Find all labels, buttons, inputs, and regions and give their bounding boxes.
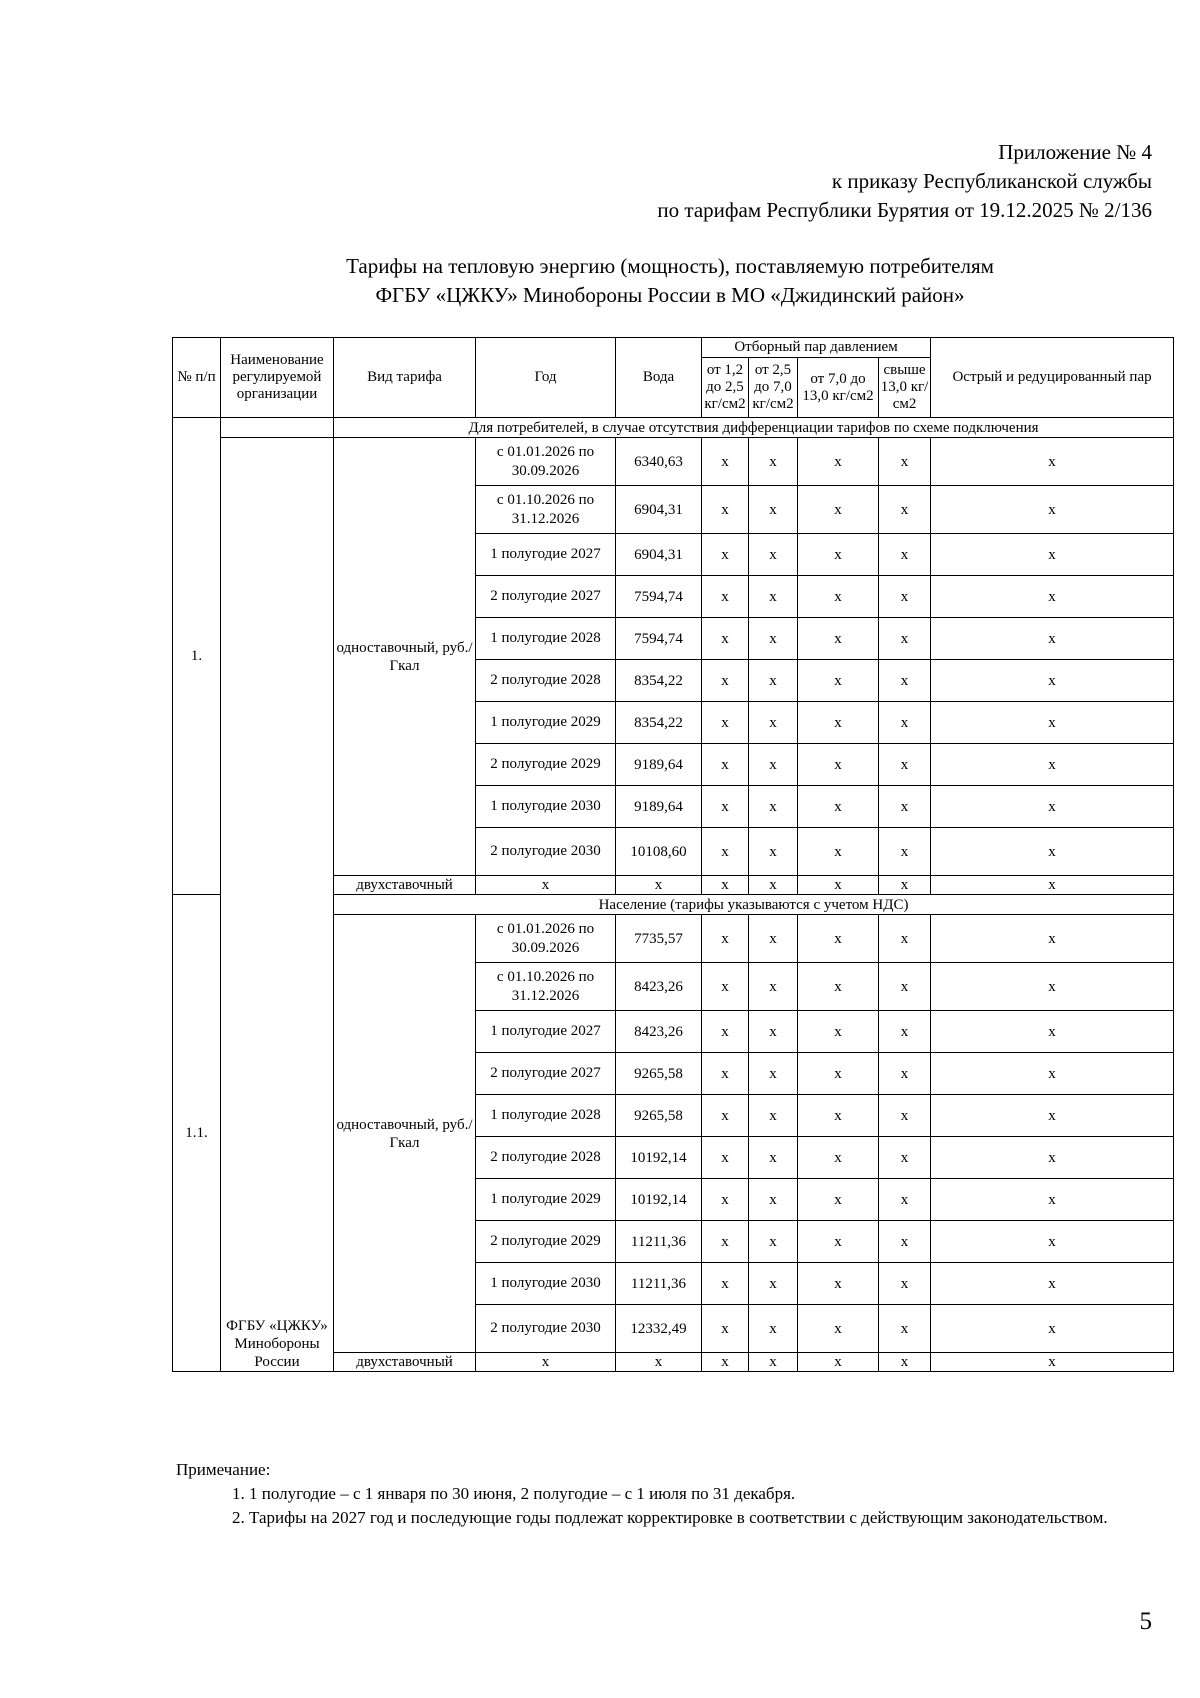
na-cell: х (702, 1179, 749, 1221)
na-cell: х (702, 660, 749, 702)
water-tariff-cell: 9265,58 (616, 1095, 702, 1137)
na-cell: х (798, 963, 879, 1011)
na-cell: х (931, 438, 1174, 486)
na-cell: х (749, 1263, 798, 1305)
na-cell: х (749, 1305, 798, 1353)
na-cell: х (702, 1221, 749, 1263)
period-cell: 1 полугодие 2030 (476, 786, 616, 828)
na-cell: х (931, 576, 1174, 618)
na-cell: х (749, 660, 798, 702)
water-tariff-cell: 7735,57 (616, 915, 702, 963)
water-tariff-cell: 10192,14 (616, 1137, 702, 1179)
na-cell: х (798, 618, 879, 660)
water-tariff-cell: 8354,22 (616, 660, 702, 702)
na-cell: х (749, 828, 798, 876)
na-cell: х (879, 1095, 931, 1137)
period-cell: 1 полугодие 2028 (476, 1095, 616, 1137)
period-cell: 1 полугодие 2027 (476, 1011, 616, 1053)
order-reference: к приказу Республиканской службы (831, 169, 1152, 193)
na-cell: х (702, 1095, 749, 1137)
header-num: № п/п (173, 338, 221, 418)
period-cell: 2 полугодие 2027 (476, 576, 616, 618)
water-tariff-cell: 11211,36 (616, 1263, 702, 1305)
na-cell: х (749, 576, 798, 618)
order-date: по тарифам Республики Бурятия от 19.12.2025 № 2/136 (657, 198, 1152, 222)
tariff-table (172, 337, 1174, 1372)
na-cell: х (798, 876, 879, 895)
na-cell: х (879, 1263, 931, 1305)
page-number: 5 (1139, 1608, 1152, 1635)
na-cell: х (879, 963, 931, 1011)
na-cell: х (931, 786, 1174, 828)
na-cell: х (702, 702, 749, 744)
na-cell: х (879, 438, 931, 486)
na-cell: х (931, 828, 1174, 876)
na-cell: х (702, 1263, 749, 1305)
na-cell: х (931, 1179, 1174, 1221)
na-cell: х (931, 744, 1174, 786)
na-cell: х (879, 1179, 931, 1221)
water-tariff-cell: 9189,64 (616, 744, 702, 786)
na-cell: х (702, 876, 749, 895)
na-cell: х (931, 486, 1174, 534)
na-cell: х (616, 1353, 702, 1372)
tariff-type-single: одноставочный, руб./Гкал (334, 915, 476, 1353)
na-cell: х (798, 1263, 879, 1305)
water-tariff-cell: 10192,14 (616, 1179, 702, 1221)
appendix-number: Приложение № 4 (998, 140, 1152, 164)
water-tariff-cell: 12332,49 (616, 1305, 702, 1353)
period-cell: 2 полугодие 2028 (476, 660, 616, 702)
document-title (170, 252, 1170, 310)
na-cell: х (749, 1179, 798, 1221)
na-cell: х (749, 744, 798, 786)
period-cell: с 01.01.2026 по 30.09.2026 (476, 915, 616, 963)
water-tariff-cell: 11211,36 (616, 1221, 702, 1263)
na-cell: х (931, 915, 1174, 963)
header-pressure-3: от 7,0 до 13,0 кг/см2 (798, 358, 879, 418)
note-title: Примечание: (176, 1460, 271, 1479)
water-tariff-cell: 6904,31 (616, 534, 702, 576)
na-cell: х (931, 963, 1174, 1011)
na-cell: х (702, 963, 749, 1011)
na-cell: х (702, 744, 749, 786)
period-cell: 1 полугодие 2029 (476, 702, 616, 744)
water-tariff-cell: 9265,58 (616, 1053, 702, 1095)
period-cell: 1 полугодие 2029 (476, 1179, 616, 1221)
na-cell: х (931, 1053, 1174, 1095)
na-cell: х (879, 744, 931, 786)
na-cell: х (798, 438, 879, 486)
header-sharp-steam: Острый и редуцированный пар (931, 338, 1174, 418)
na-cell: х (798, 1137, 879, 1179)
row-number: 1.1. (173, 895, 221, 1372)
na-cell: х (879, 1305, 931, 1353)
title-line-1: Тарифы на тепловую энергию (мощность), поставляемую потребителям (346, 254, 994, 278)
na-cell: х (798, 1053, 879, 1095)
tariff-table-body (173, 418, 1174, 1372)
na-cell: х (702, 534, 749, 576)
na-cell: х (702, 486, 749, 534)
na-cell: х (749, 1221, 798, 1263)
org-name: ФГБУ «ЦЖКУ» Минобороны России (221, 438, 334, 1372)
period-cell: с 01.10.2026 по 31.12.2026 (476, 486, 616, 534)
na-cell: х (798, 1179, 879, 1221)
section-title: Население (тарифы указываются с учетом НДС) (334, 895, 1174, 915)
na-cell: х (798, 828, 879, 876)
na-cell: х (702, 438, 749, 486)
na-cell: х (931, 1221, 1174, 1263)
na-cell: х (931, 702, 1174, 744)
na-cell: х (749, 534, 798, 576)
na-cell: х (798, 534, 879, 576)
na-cell: х (702, 915, 749, 963)
na-cell: х (879, 828, 931, 876)
period-cell: 2 полугодие 2027 (476, 1053, 616, 1095)
org-empty-cell (221, 418, 334, 438)
water-tariff-cell: 8354,22 (616, 702, 702, 744)
period-cell: с 01.10.2026 по 31.12.2026 (476, 963, 616, 1011)
na-cell: х (879, 1221, 931, 1263)
na-cell: х (702, 828, 749, 876)
na-cell: х (879, 1053, 931, 1095)
na-cell: х (879, 1011, 931, 1053)
na-cell: х (879, 1353, 931, 1372)
header-pressure-2: от 2,5 до 7,0 кг/см2 (749, 358, 798, 418)
na-cell: х (749, 1011, 798, 1053)
period-cell: 1 полугодие 2030 (476, 1263, 616, 1305)
na-cell: х (931, 534, 1174, 576)
water-tariff-cell: 9189,64 (616, 786, 702, 828)
na-cell: х (798, 486, 879, 534)
na-cell: х (476, 1353, 616, 1372)
header-tariff-type: Вид тарифа (334, 338, 476, 418)
tariff-type-single: одноставочный, руб./Гкал (334, 438, 476, 876)
na-cell: х (879, 618, 931, 660)
na-cell: х (879, 915, 931, 963)
note-item-1: 1. 1 полугодие – с 1 января по 30 июня, 2 полугодие – с 1 июля по 31 декабря. (232, 1484, 796, 1503)
header-steam-group: Отборный пар давлением (702, 338, 931, 358)
na-cell: х (798, 660, 879, 702)
na-cell: х (879, 1137, 931, 1179)
na-cell: х (749, 1053, 798, 1095)
na-cell: х (931, 1011, 1174, 1053)
na-cell: х (749, 1353, 798, 1372)
water-tariff-cell: 8423,26 (616, 963, 702, 1011)
header-org: Наименование регулируемой организации (221, 338, 334, 418)
na-cell: х (798, 1221, 879, 1263)
na-cell: х (749, 963, 798, 1011)
na-cell: х (931, 618, 1174, 660)
na-cell: х (702, 1011, 749, 1053)
na-cell: х (702, 786, 749, 828)
na-cell: х (702, 576, 749, 618)
na-cell: х (798, 1011, 879, 1053)
na-cell: х (749, 618, 798, 660)
na-cell: х (798, 915, 879, 963)
section-title-row (173, 418, 1174, 438)
water-tariff-cell: 7594,74 (616, 576, 702, 618)
na-cell: х (879, 702, 931, 744)
na-cell: х (749, 1095, 798, 1137)
header-pressure-1: от 1,2 до 2,5 кг/см2 (702, 358, 749, 418)
na-cell: х (749, 702, 798, 744)
na-cell: х (798, 702, 879, 744)
na-cell: х (931, 1137, 1174, 1179)
water-tariff-cell: 8423,26 (616, 1011, 702, 1053)
na-cell: х (702, 618, 749, 660)
na-cell: х (931, 876, 1174, 895)
na-cell: х (798, 786, 879, 828)
section-title: Для потребителей, в случае отсутствия дифференциации тарифов по схеме подключения (334, 418, 1174, 438)
tariff-type-two-rate: двухставочный (334, 876, 476, 895)
na-cell: х (931, 1305, 1174, 1353)
water-tariff-cell: 7594,74 (616, 618, 702, 660)
header-water: Вода (616, 338, 702, 418)
na-cell: х (749, 876, 798, 895)
period-cell: 2 полугодие 2029 (476, 1221, 616, 1263)
period-cell: 1 полугодие 2027 (476, 534, 616, 576)
period-cell: 2 полугодие 2028 (476, 1137, 616, 1179)
period-cell: с 01.01.2026 по 30.09.2026 (476, 438, 616, 486)
na-cell: х (749, 486, 798, 534)
na-cell: х (476, 876, 616, 895)
na-cell: х (749, 915, 798, 963)
row-number: 1. (173, 418, 221, 895)
na-cell: х (702, 1353, 749, 1372)
na-cell: х (879, 660, 931, 702)
na-cell: х (879, 786, 931, 828)
header-pressure-4: свыше 13,0 кг/см2 (879, 358, 931, 418)
na-cell: х (931, 1263, 1174, 1305)
na-cell: х (702, 1305, 749, 1353)
header-year: Год (476, 338, 616, 418)
na-cell: х (749, 1137, 798, 1179)
na-cell: х (749, 438, 798, 486)
period-cell: 2 полугодие 2030 (476, 828, 616, 876)
water-tariff-cell: 6340,63 (616, 438, 702, 486)
appendix-header (657, 138, 1152, 225)
na-cell: х (931, 660, 1174, 702)
na-cell: х (798, 1305, 879, 1353)
na-cell: х (798, 1353, 879, 1372)
na-cell: х (798, 576, 879, 618)
period-cell: 2 полугодие 2029 (476, 744, 616, 786)
water-tariff-cell: 10108,60 (616, 828, 702, 876)
na-cell: х (616, 876, 702, 895)
na-cell: х (931, 1353, 1174, 1372)
na-cell: х (798, 744, 879, 786)
na-cell: х (879, 876, 931, 895)
tariff-type-two-rate: двухставочный (334, 1353, 476, 1372)
table-row (173, 438, 1174, 486)
title-line-2: ФГБУ «ЦЖКУ» Минобороны России в МО «Джидинский район» (375, 283, 965, 307)
water-tariff-cell: 6904,31 (616, 486, 702, 534)
period-cell: 2 полугодие 2030 (476, 1305, 616, 1353)
na-cell: х (879, 576, 931, 618)
na-cell: х (879, 534, 931, 576)
na-cell: х (931, 1095, 1174, 1137)
na-cell: х (879, 486, 931, 534)
na-cell: х (749, 786, 798, 828)
na-cell: х (702, 1053, 749, 1095)
na-cell: х (798, 1095, 879, 1137)
note (176, 1458, 1171, 1530)
na-cell: х (702, 1137, 749, 1179)
period-cell: 1 полугодие 2028 (476, 618, 616, 660)
note-item-2: 2. Тарифы на 2027 год и последующие годы подлежат корректировке в соответствии с действующим законодательством. (232, 1508, 1108, 1527)
